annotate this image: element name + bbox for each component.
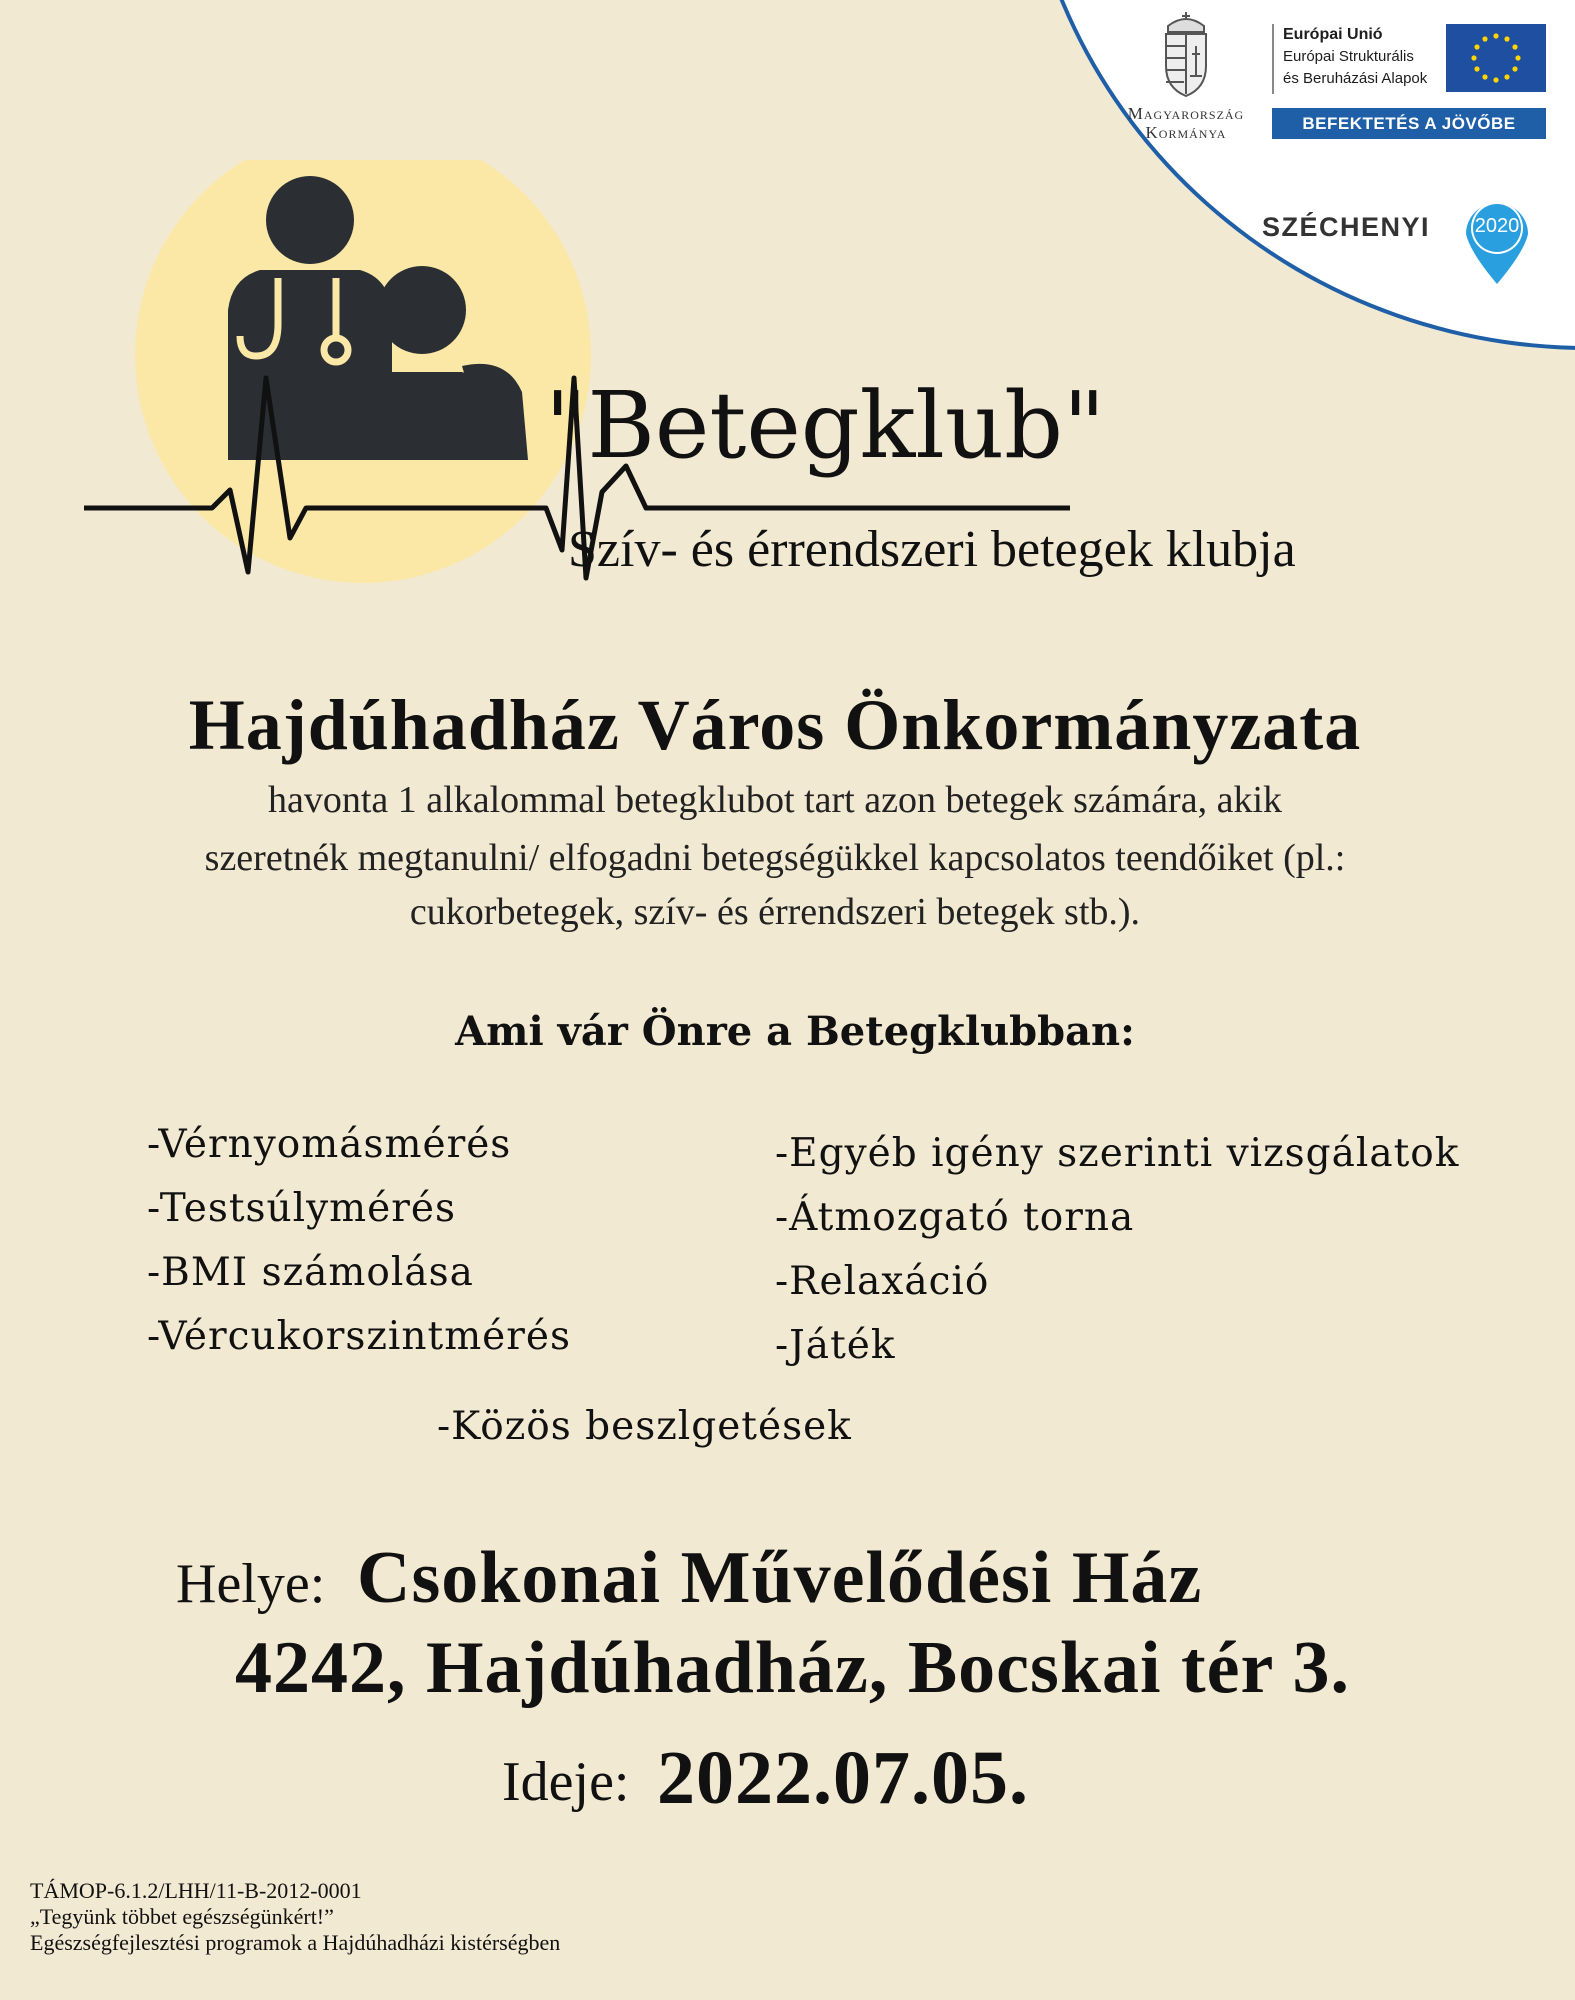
eu-line-1: Európai Strukturális — [1283, 48, 1414, 65]
intro-line-3: cukorbetegek, szív- és érrendszeri betegek stb.). — [409, 891, 1141, 933]
date-label: Ideje: — [502, 1751, 630, 1813]
eu-investment-banner: BEFEKTETÉS A JÖVŐBE — [1272, 108, 1546, 139]
page-subtitle: Szív- és érrendszeri betegek klubja — [568, 521, 1296, 578]
footer-project-code: TÁMOP-6.1.2/LHH/11-B-2012-0001 — [30, 1878, 362, 1903]
service-item: -Testsúlymérés — [147, 1186, 456, 1231]
page-title: "Betegklub" — [545, 372, 1106, 479]
service-item: -Vércukorszintmérés — [147, 1314, 571, 1359]
eu-title: Európai Unió — [1283, 26, 1383, 43]
organization-heading: Hajdúhadház Város Önkormányzata — [188, 685, 1362, 765]
service-item: -Vérnyomásmérés — [147, 1122, 512, 1167]
service-item: -Átmozgató torna — [775, 1195, 1135, 1240]
government-logo-label: Magyarország Kormánya — [1127, 104, 1245, 142]
location-name: Csokonai Művelődési Ház — [357, 1537, 1203, 1619]
service-item-extra: -Közös beszlgetések — [437, 1404, 852, 1449]
footer-program: Egészségfejlesztési programok a Hajdúhadházi kistérségben — [30, 1930, 561, 1955]
eu-flag-icon — [1446, 24, 1546, 92]
location-address: 4242, Hajdúhadház, Bocskai tér 3. — [235, 1627, 1351, 1709]
szechenyi-logo-text: SZÉCHENYI — [1262, 212, 1431, 242]
eu-logo-divider — [1272, 24, 1274, 94]
footer-slogan: „Tegyünk többet egészségünkért!” — [30, 1904, 334, 1929]
service-item: -Játék — [775, 1323, 896, 1368]
date-value: 2022.07.05. — [657, 1736, 1029, 1820]
intro-line-2: szeretnék megtanulni/ elfogadni betegségükkel kapcsolatos teendőiket (pl.: — [204, 837, 1346, 879]
service-item: -Relaxáció — [775, 1259, 990, 1304]
hungary-coat-of-arms-icon — [1158, 10, 1214, 98]
eu-line-2: és Beruházási Alapok — [1283, 70, 1428, 87]
services-heading: Ami vár Önre a Betegklubban: — [455, 1008, 1135, 1055]
szechenyi-map-pin-icon — [1462, 194, 1532, 286]
location-label: Helye: — [176, 1553, 326, 1615]
service-item: -Egyéb igény szerinti vizsgálatok — [775, 1131, 1460, 1176]
service-item: -BMI számolása — [147, 1250, 474, 1295]
intro-line-1: havonta 1 alkalommal betegklubot tart azon betegek számára, akik — [268, 779, 1282, 821]
szechenyi-year: 2020 — [1474, 215, 1520, 237]
